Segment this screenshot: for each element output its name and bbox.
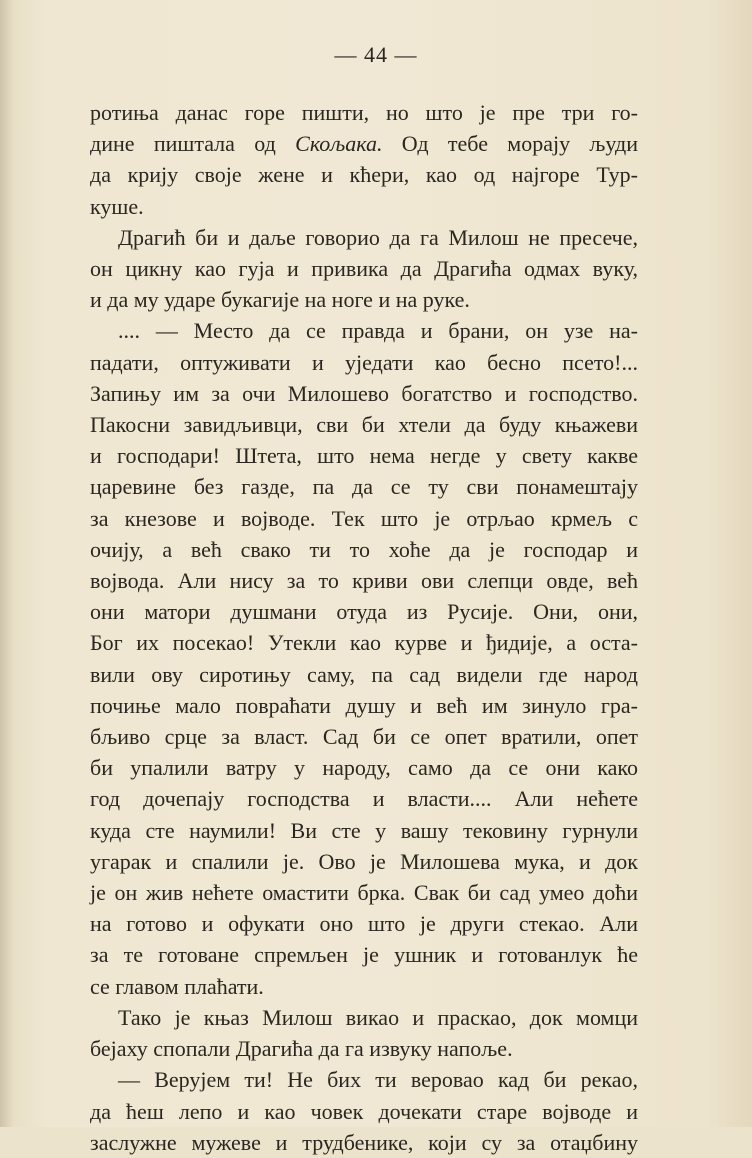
text-line: за кнезове и војводе. Тек што је отрљао крмељ с <box>90 505 638 531</box>
text-segment: Од тебе мораjу људи <box>382 131 638 157</box>
spine-shadow <box>0 0 14 1127</box>
page-number: — 44 — <box>334 42 418 67</box>
text-line: за те готоване спремљен је ушник и готованлук ће <box>90 942 638 968</box>
text-line: падати, оптуживати и уједати као бесно псето!... <box>90 349 638 375</box>
text-line: бљиво срце за власт. Сад би се опет вратили, опет <box>90 724 638 750</box>
text-line: почиње мало повраћати душу и већ им зинуло гра- <box>90 692 638 718</box>
text-line: бејаху спопали Драгића да га извуку напоље. <box>90 1036 513 1062</box>
text-line: Бог их посекао! Утекли као курве и ђидије, а оста- <box>90 630 638 656</box>
text-line: год дочепају господства и власти.... Али нећете <box>90 786 638 812</box>
text-line: Драгић би и даље говорио да га Милош не пресече, <box>118 224 638 250</box>
text-line <box>90 128 638 159</box>
text-line: се главом плаћати. <box>90 973 264 999</box>
text-line: .... — Место да се правда и брани, он узе на- <box>118 318 638 344</box>
text-line: куше. <box>90 193 144 219</box>
text-line: угарак и спалили је. Ово је Милошева мука, и док <box>90 848 638 874</box>
body-text <box>90 97 638 1158</box>
text-line: — Верујем ти! Не бих ти веровао кад би рекао, <box>118 1067 638 1093</box>
text-segment: дине пиштала од <box>90 131 296 157</box>
text-line: Тако је књаз Милош викао и праскао, док момци <box>118 1004 638 1030</box>
text-line: Пакосни завидљивци, сви би хтели да буду књажеви <box>90 412 638 438</box>
text-line: вили ову сиротињу саму, па сад видели где народ <box>90 661 638 687</box>
text-line: ротиња данас горе пишти, но што је пре три го- <box>90 100 638 125</box>
text-line: они матори душмани отуда из Русије. Они, они, <box>90 599 638 625</box>
text-line: и господари! Штета, што нема негде у свету какве <box>90 443 638 469</box>
text-line: да криjу своjе жене и кћери, као од најгоре Тур- <box>90 162 638 188</box>
text-line: он цикну као гуја и привика да Драгића одмах вуку, <box>90 256 638 282</box>
text-line: и да му ударе букагије на ноге и на руке. <box>90 287 470 313</box>
text-line: би упалили ватру у народу, само да се они како <box>90 755 638 781</box>
text-line: заслужне мужеве и трудбенике, који су за отаџбину <box>90 1129 638 1155</box>
italic-segment: Скољака. <box>295 131 383 157</box>
text-line: Запињу им за очи Милошево богатство и господство. <box>90 380 638 406</box>
text-line: куда сте наумили! Ви сте у вашу тековину гурнули <box>90 817 638 843</box>
text-line: очију, а већ свако ти то хоће да је господар и <box>90 536 638 562</box>
text-line: да ћеш лепо и као човек дочекати старе војводе и <box>90 1098 638 1124</box>
text-line: на готово и офукати оно што је други стекао. Али <box>90 911 638 937</box>
text-line: је он жив нећете омастити брка. Свак би сад умео доћи <box>90 880 638 906</box>
text-line: војвода. Али нису за то криви ови слепци овде, већ <box>90 568 638 594</box>
text-line: царевине без газде, па да се ту сви понамештају <box>90 474 638 500</box>
